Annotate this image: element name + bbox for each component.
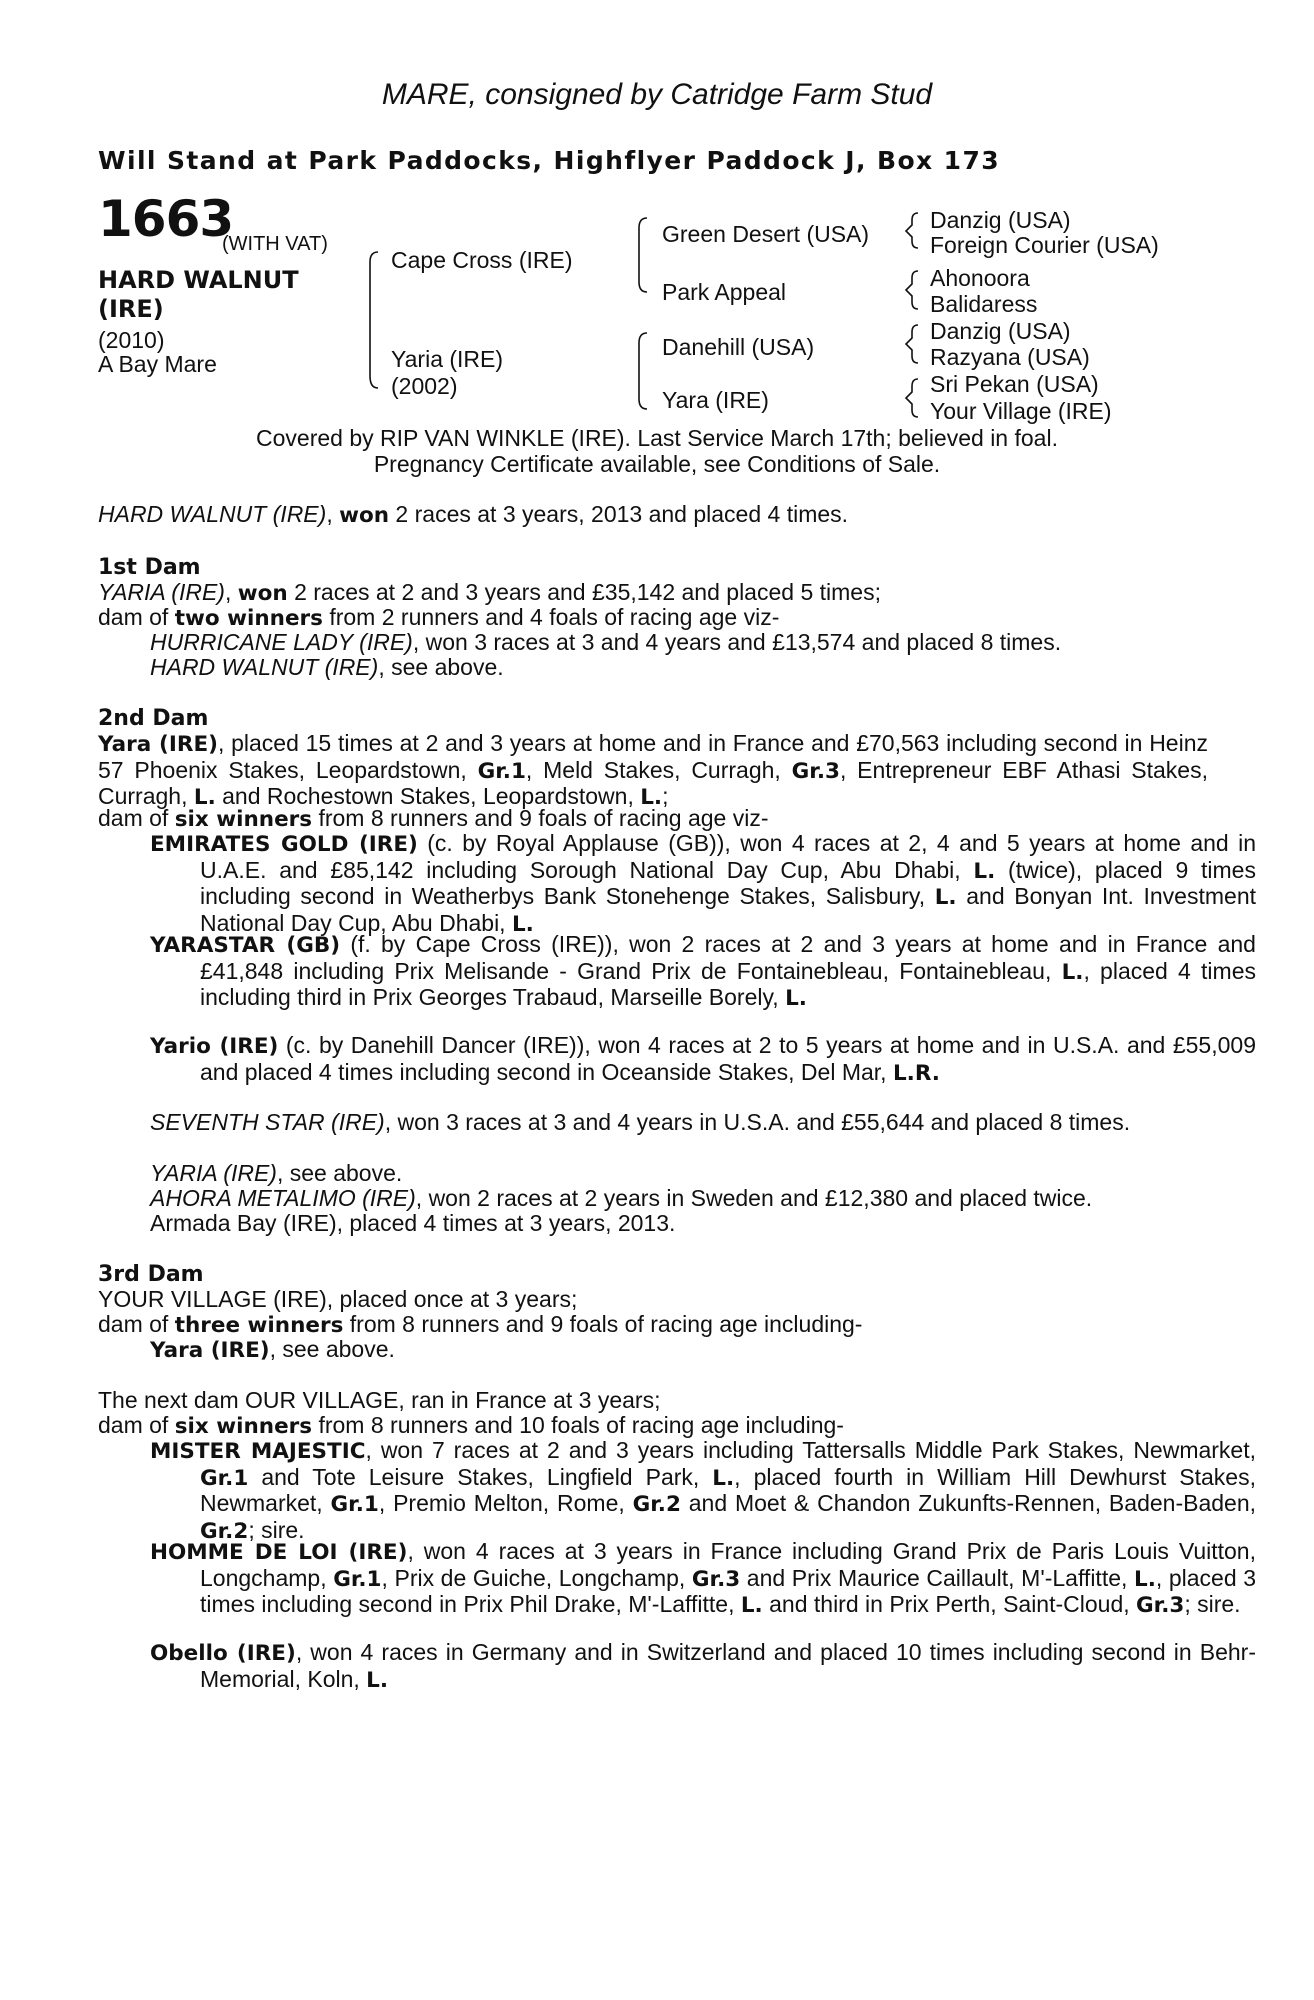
list-item (150, 1161, 1206, 1187)
race-text: , won 4 races at 3 years in France including Grand Prix de Paris Louis Vuitton, Longchamp, (200, 1538, 1256, 1591)
lot-vat: (WITH VAT) (222, 233, 328, 255)
pedigree-granddam-4: Balidaress (930, 291, 1038, 317)
race-text: (twice), placed 9 times including second in Weatherbys Bank Stonehenge Stakes, Salisbury, (200, 856, 1256, 909)
list-item (150, 1033, 1256, 1086)
race-text: ; sire. (248, 1516, 305, 1543)
list-item (150, 1640, 1256, 1693)
progeny-name: SEVENTH STAR (IRE) (150, 1109, 385, 1135)
grade: L. (193, 785, 216, 810)
next-dam-damof-rest: from 8 runners and 10 foals of racing age including- (312, 1412, 844, 1438)
second-dam-heading: 2nd Dam (98, 706, 209, 731)
pedigree-dam: Yaria (IRE) (391, 346, 504, 372)
list-item (150, 932, 1256, 1012)
bracket-gd-4 (906, 379, 918, 417)
race-text: and Prix Maurice Caillault, M'-Laffitte, (740, 1564, 1134, 1591)
third-dam-damof-rest: from 8 runners and 9 foals of racing age including- (343, 1311, 863, 1337)
race-text: , Meld Stakes, Curragh, (525, 756, 792, 783)
second-dam-damof-rest: from 8 runners and 9 foals of racing age viz- (312, 805, 769, 831)
pedigree-granddam-5: Danzig (USA) (930, 318, 1071, 344)
first-dam-won: won (237, 581, 288, 606)
list-item (150, 1337, 1206, 1364)
race-text: (c. by Danehill Dancer (IRE)), won 4 races at 2 to 5 years at home and in U.S.A. and £55,009 and placed 4 times including second in Oceanside Stakes, Del Mar, (200, 1032, 1256, 1085)
grade: L. (934, 885, 957, 910)
grade: L. (511, 911, 534, 937)
third-dam-record: YOUR VILLAGE (IRE), placed once at 3 years; (98, 1286, 578, 1312)
progeny-name: Yara (IRE) (150, 1338, 270, 1363)
grade: Gr.3 (691, 1566, 741, 1592)
race-text: Armada Bay (IRE), placed 4 times at 3 years, 2013. (150, 1210, 676, 1236)
next-dam-winners: six winners (174, 1414, 313, 1439)
pedigree-sire-dam: Park Appeal (662, 279, 787, 305)
second-dam-produce (98, 806, 1208, 833)
list-item (150, 1110, 1256, 1136)
summary-sep: , (326, 501, 340, 527)
progeny-name: HURRICANE LADY (IRE) (150, 629, 413, 655)
progeny-name: Yario (IRE) (150, 1034, 279, 1059)
pedigree-granddam-8: Your Village (IRE) (930, 398, 1112, 424)
second-dam-damof: dam of (98, 805, 175, 831)
race-text: , placed 15 times at 2 and 3 years at home and in France and £70,563 including second in Heinz 57 Phoenix Stakes, Leopardstown, (98, 730, 1208, 783)
list-item (150, 1186, 1206, 1212)
first-dam-winners: two winners (174, 606, 323, 631)
grade: Gr.1 (477, 758, 526, 784)
horse-name-line2: (IRE) (98, 295, 164, 323)
next-dam-damof: dam of (98, 1412, 175, 1438)
pedigree-granddam-1: Danzig (USA) (930, 207, 1071, 233)
bracket-gd-2 (906, 271, 918, 309)
pedigree-sire: Cape Cross (IRE) (391, 247, 573, 273)
grade: Gr.3 (1136, 1593, 1185, 1618)
pedigree-dam-year: (2002) (391, 373, 458, 399)
grade: L. (712, 1465, 735, 1491)
race-text: and Bonyan Int. Investment National Day Cup, Abu Dhabi, (200, 883, 1256, 936)
grade: L. (740, 1593, 763, 1618)
pedigree-dam-sire: Danehill (USA) (662, 334, 815, 360)
horse-name-line1: HARD WALNUT (98, 266, 299, 294)
list-item (150, 1539, 1256, 1619)
race-text: , won 4 races in Germany and in Switzerland and placed 10 times including second in Behr-Memorial, Koln, (200, 1639, 1256, 1692)
third-dam-produce (98, 1312, 1208, 1339)
third-dam-heading: 3rd Dam (98, 1262, 204, 1287)
next-dam-record: The next dam OUR VILLAGE, ran in France at 3 years; (98, 1387, 661, 1413)
first-dam-heading: 1st Dam (98, 555, 201, 580)
horse-description: A Bay Mare (98, 351, 217, 377)
grade: L. (785, 986, 807, 1011)
third-dam-damof: dam of (98, 1311, 175, 1337)
summary-won: won (339, 503, 390, 528)
summary-rest: 2 races at 3 years, 2013 and placed 4 times. (389, 501, 849, 527)
covering-line-1: Covered by RIP VAN WINKLE (IRE). Last Service March 17th; believed in foal. (256, 425, 1058, 451)
bracket-gd-1 (906, 213, 918, 248)
progeny-name: YARIA (IRE) (150, 1160, 277, 1186)
grade: L. (366, 1667, 389, 1693)
race-text: and Tote Leisure Stakes, Lingfield Park, (248, 1463, 713, 1490)
bracket-gen1 (370, 252, 378, 388)
pedigree-granddam-7: Sri Pekan (USA) (930, 371, 1099, 397)
race-text: (f. by Cape Cross (IRE)), won 2 races at 2 and 3 years at home and in France and £41,848 including Prix Melisande - Grand Prix de Fontainebleau, Fontainebleau, (200, 931, 1256, 984)
progeny-name: YARASTAR (GB) (150, 933, 341, 958)
progeny-text: , won 3 races at 3 and 4 years and £13,574 and placed 8 times. (412, 629, 1062, 655)
list-item (150, 630, 1206, 656)
race-text: , placed fourth in William Hill Dewhurst Stakes, Newmarket, (200, 1463, 1256, 1516)
bracket-sire (639, 218, 647, 292)
second-dam-record (98, 731, 1208, 811)
first-dam-sep: , (224, 579, 238, 605)
bracket-gd-3 (906, 325, 918, 363)
first-dam-damof: dam of (98, 604, 175, 630)
lot-number: 1663 (98, 190, 234, 248)
race-text: and Moet & Chandon Zukunfts-Rennen, Baden-Baden, (680, 1490, 1256, 1516)
grade: Gr.1 (200, 1465, 249, 1491)
progeny-text: , see above. (378, 654, 504, 680)
first-dam-produce (98, 605, 1208, 632)
consignor-title: MARE, consigned by Catridge Farm Stud (381, 78, 933, 111)
grade: L.R. (892, 1060, 940, 1086)
grade: L. (640, 785, 663, 810)
pedigree-granddam-2: Foreign Courier (USA) (930, 232, 1159, 258)
grade: L. (1061, 959, 1084, 985)
second-dam-winners: six winners (174, 807, 313, 832)
grade: Gr.2 (200, 1518, 249, 1544)
list-item (150, 1438, 1256, 1544)
race-text: , won 7 races at 2 and 3 years including Tattersalls Middle Park Stakes, Newmarket, (365, 1437, 1257, 1463)
race-text: , Prix de Guiche, Longchamp, (381, 1564, 692, 1591)
bracket-dam (639, 333, 647, 409)
race-text: and Rochestown Stakes, Leopardstown, (215, 783, 641, 809)
second-dam-name: Yara (IRE) (98, 732, 218, 757)
horse-year: (2010) (98, 327, 165, 353)
race-text: , won 3 races at 3 and 4 years in U.S.A. and £55,644 and placed 8 times. (384, 1109, 1131, 1135)
covering-line-2: Pregnancy Certificate available, see Conditions of Sale. (373, 451, 941, 477)
race-text: and third in Prix Perth, Saint-Cloud, (762, 1591, 1137, 1617)
progeny-name: AHORA METALIMO (IRE) (150, 1185, 416, 1211)
progeny-name: Obello (IRE) (150, 1641, 296, 1666)
summary-name: HARD WALNUT (IRE) (98, 501, 327, 527)
list-item (150, 655, 1206, 681)
grade: Gr.2 (632, 1492, 681, 1517)
first-dam-rest: 2 races at 2 and 3 years and £35,142 and placed 5 times; (287, 579, 881, 605)
pedigree-brackets (0, 0, 1314, 430)
race-text: ; (662, 783, 669, 809)
grade: L. (973, 858, 996, 884)
race-text: , see above. (269, 1336, 395, 1362)
race-text: , placed 3 times including second in Prix Phil Drake, M'-Laffitte, (200, 1564, 1257, 1617)
first-dam-record (98, 580, 1208, 607)
progeny-name: HOMME DE LOI (IRE) (150, 1540, 408, 1565)
race-summary (98, 502, 1208, 529)
race-text: ; sire. (1184, 1591, 1241, 1617)
race-text: , Premio Melton, Rome, (378, 1490, 633, 1516)
progeny-name: MISTER MAJESTIC (150, 1439, 366, 1464)
grade: Gr.1 (330, 1492, 379, 1517)
progeny-name: EMIRATES GOLD (IRE) (150, 832, 418, 857)
first-dam-damof-rest: from 2 runners and 4 foals of racing age viz- (322, 604, 780, 630)
pedigree-sire-sire: Green Desert (USA) (662, 221, 870, 247)
grade: Gr.3 (791, 758, 840, 784)
third-dam-winners: three winners (174, 1313, 344, 1338)
first-dam-name: YARIA (IRE) (98, 579, 225, 605)
progeny-name: HARD WALNUT (IRE) (150, 654, 379, 680)
race-text: (c. by Royal Applause (GB)), won 4 races at 2, 4 and 5 years at home and in U.A.E. and £85,142 including Sorough National Day Cup, Abu Dhabi, (200, 830, 1257, 883)
race-text: , placed 4 times including third in Prix Georges Trabaud, Marseille Borely, (200, 957, 1256, 1010)
list-item (150, 1211, 1206, 1237)
race-text: , won 2 races at 2 years in Sweden and £12,380 and placed twice. (415, 1185, 1093, 1211)
stand-location: Will Stand at Park Paddocks, Highflyer Paddock J, Box 173 (98, 146, 1001, 175)
pedigree-granddam-6: Razyana (USA) (930, 344, 1090, 370)
race-text: , see above. (276, 1160, 403, 1186)
grade: Gr.1 (333, 1566, 382, 1592)
pedigree-dam-dam: Yara (IRE) (662, 387, 769, 413)
list-item (150, 831, 1256, 937)
race-text: , Entrepreneur EBF Athasi Stakes, Curragh, (98, 756, 1208, 809)
next-dam-produce (98, 1413, 1208, 1440)
grade: L. (1134, 1566, 1156, 1592)
pedigree-granddam-3: Ahonoora (930, 265, 1030, 291)
